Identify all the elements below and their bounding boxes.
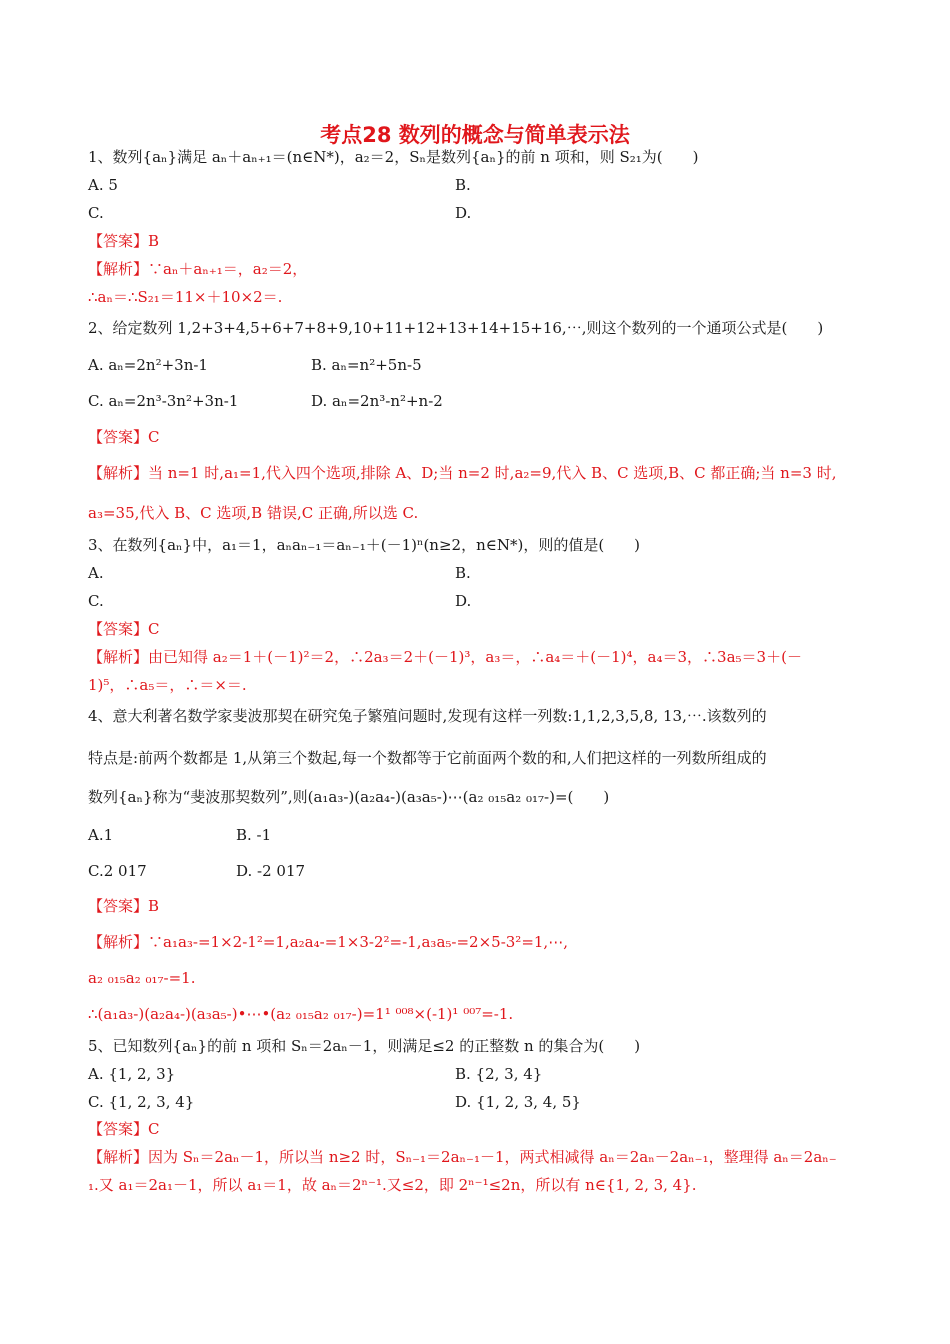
q3-option-c: C.: [88, 592, 104, 610]
q2-answer: 【答案】C: [88, 428, 160, 446]
q2-stem: 2、给定数列 1,2+3+4,5+6+7+8+9,10+11+12+13+14+15+16,⋯,则这个数列的一个通项公式是( ): [88, 319, 824, 337]
q1-answer: 【答案】B: [88, 232, 160, 250]
q5-option-a: A. {1, 2, 3}: [88, 1065, 176, 1083]
q4-stem: 4、意大利著名数学家斐波那契在研究兔子繁殖问题时,发现有这样一列数:1,1,2,3,5,8, 13,⋯.该数列的: [88, 707, 767, 725]
q3-answer: 【答案】C: [88, 620, 160, 638]
q4-analysis: a₂ ₀₁₅a₂ ₀₁₇-=1.: [88, 969, 196, 987]
q2-option-c: C. aₙ=2n³-3n²+3n-1: [88, 392, 239, 410]
q4-option-b: B. -1: [236, 826, 272, 844]
q2-analysis: a₃=35,代入 B、C 选项,B 错误,C 正确,所以选 C.: [88, 504, 419, 522]
q2-option-a: A. aₙ=2n²+3n-1: [88, 356, 208, 374]
q3-option-d: D.: [455, 592, 472, 610]
q5-option-b: B. {2, 3, 4}: [455, 1065, 543, 1083]
q5-analysis: ₁.又 a₁＝2a₁－1，所以 a₁＝1，故 aₙ＝2ⁿ⁻¹.又≤2，即 2ⁿ⁻¹≤2n，所以有 n∈{1, 2, 3, 4}.: [88, 1176, 697, 1194]
q4-answer: 【答案】B: [88, 897, 160, 915]
q1-option-d: D.: [455, 204, 472, 222]
q1-option-c: C.: [88, 204, 104, 222]
page-title: 考点28 数列的概念与简单表示法: [320, 123, 630, 147]
q3-analysis: 【解析】由已知得 a₂＝1＋(－1)²＝2，∴2a₃＝2＋(－1)³，a₃＝，∴a₄＝＋(－1)⁴，a₄＝3，∴3a₅＝3＋(－: [88, 648, 802, 666]
q5-stem: 5、已知数列{aₙ}的前 n 项和 Sₙ＝2aₙ－1，则满足≤2 的正整数 n 的集合为( ): [88, 1037, 641, 1055]
q3-option-b: B.: [455, 564, 471, 582]
q1-option-a: A. 5: [88, 176, 118, 194]
q1-analysis: ∴aₙ＝∴S₂₁＝11×＋10×2＝.: [88, 288, 283, 306]
q5-option-c: C. {1, 2, 3, 4}: [88, 1093, 195, 1111]
q3-analysis: 1)⁵，∴a₅＝，∴＝×＝.: [88, 676, 247, 694]
q4-analysis: ∴(a₁a₃-)(a₂a₄-)(a₃a₅-)•⋯•(a₂ ₀₁₅a₂ ₀₁₇-)=1¹ ⁰⁰⁸×(-1)¹ ⁰⁰⁷=-1.: [88, 1005, 514, 1023]
q2-analysis: 【解析】当 n=1 时,a₁=1,代入四个选项,排除 A、D;当 n=2 时,a₂=9,代入 B、C 选项,B、C 都正确;当 n=3 时,: [88, 464, 837, 482]
q4-option-d: D. -2 017: [236, 862, 306, 880]
q5-answer: 【答案】C: [88, 1120, 160, 1138]
q5-option-d: D. {1, 2, 3, 4, 5}: [455, 1093, 581, 1111]
q4-option-a: A.1: [88, 826, 114, 844]
q1-analysis: 【解析】∵aₙ＋aₙ₊₁＝，a₂＝2，: [88, 260, 308, 278]
q4-stem: 数列{aₙ}称为“斐波那契数列”,则(a₁a₃-)(a₂a₄-)(a₃a₅-)⋯(a₂ ₀₁₅a₂ ₀₁₇-)=( ): [88, 788, 610, 806]
q3-stem: 3、在数列{aₙ}中，a₁＝1，aₙaₙ₋₁＝aₙ₋₁＋(－1)ⁿ(n≥2，n∈N*)，则的值是( ): [88, 536, 641, 554]
q4-stem: 特点是:前两个数都是 1,从第三个数起,每一个数都等于它前面两个数的和,人们把这样的一列数所组成的: [88, 749, 767, 767]
q3-option-a: A.: [88, 564, 104, 582]
q2-option-d: D. aₙ=2n³-n²+n-2: [311, 392, 443, 410]
q4-analysis: 【解析】∵a₁a₃-=1×2-1²=1,a₂a₄-=1×3-2²=-1,a₃a₅-=2×5-3²=1,⋯,: [88, 933, 568, 951]
q1-option-b: B.: [455, 176, 471, 194]
q1-stem: 1、数列{aₙ}满足 aₙ＋aₙ₊₁＝(n∈N*)，a₂＝2，Sₙ是数列{aₙ}的前 n 项和，则 S₂₁为( ): [88, 148, 699, 166]
q5-analysis: 【解析】因为 Sₙ＝2aₙ－1，所以当 n≥2 时，Sₙ₋₁＝2aₙ₋₁－1，两式相减得 aₙ＝2aₙ－2aₙ₋₁，整理得 aₙ＝2aₙ₋: [88, 1148, 837, 1166]
q4-option-c: C.2 017: [88, 862, 147, 880]
q2-option-b: B. aₙ=n²+5n-5: [311, 356, 422, 374]
